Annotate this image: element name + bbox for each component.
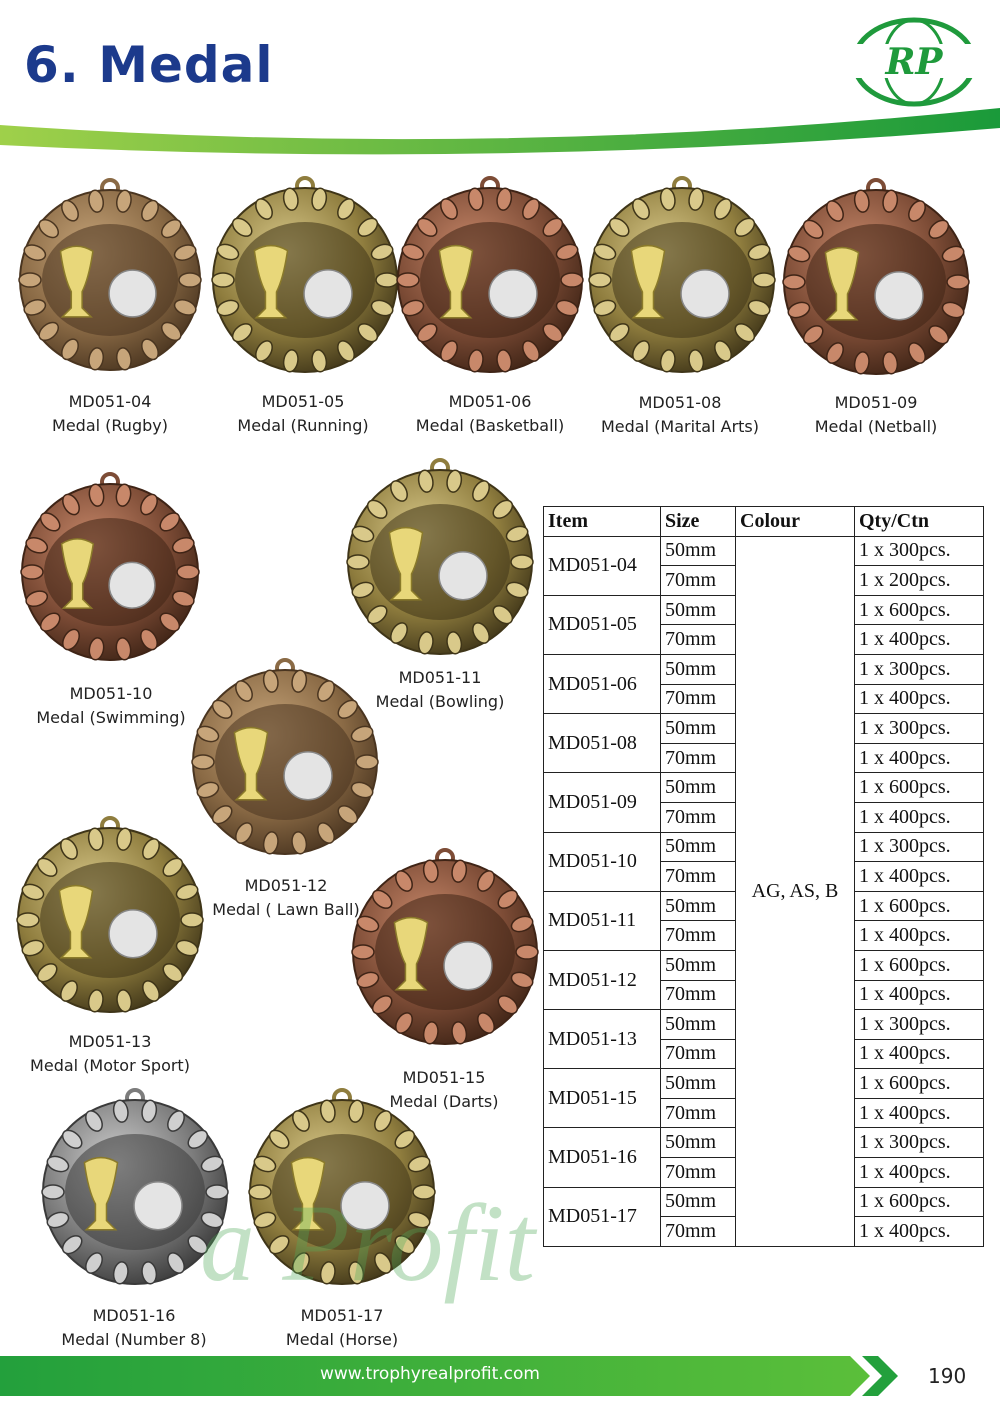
qty-cell: 1 x 300pcs.	[855, 1010, 984, 1040]
item-cell: MD051-05	[544, 595, 661, 654]
medal-name: Medal (Horse)	[285, 1330, 399, 1349]
qty-cell: 1 x 200pcs.	[855, 566, 984, 596]
medal-caption	[0, 1030, 220, 1078]
item-cell: MD051-11	[544, 891, 661, 950]
item-cell: MD051-10	[544, 832, 661, 891]
medal-code: MD051-13	[68, 1032, 152, 1051]
qty-cell: 1 x 400pcs.	[855, 743, 984, 773]
medal-name: Medal (Bowling)	[375, 692, 505, 711]
item-cell: MD051-08	[544, 714, 661, 773]
medal-code: MD051-10	[69, 684, 153, 703]
medal-caption	[232, 1304, 452, 1352]
size-cell: 70mm	[661, 862, 736, 892]
medal-caption	[176, 874, 396, 922]
spec-table	[543, 506, 984, 1247]
item-cell: MD051-17	[544, 1187, 661, 1246]
item-cell: MD051-15	[544, 1069, 661, 1128]
medal-name: Medal (Swimming)	[36, 708, 186, 727]
medal-caption	[380, 390, 600, 438]
logo-text: RP	[885, 41, 943, 83]
size-cell: 70mm	[661, 1039, 736, 1069]
size-cell: 50mm	[661, 1010, 736, 1040]
qty-cell: 1 x 600pcs.	[855, 595, 984, 625]
medal-caption	[1, 682, 221, 730]
medal-code: MD051-17	[300, 1306, 384, 1325]
medal-code: MD051-11	[398, 668, 482, 687]
medal-image	[336, 458, 544, 666]
qty-cell: 1 x 600pcs.	[855, 891, 984, 921]
size-cell: 70mm	[661, 1098, 736, 1128]
qty-cell: 1 x 600pcs.	[855, 1069, 984, 1099]
medal-name: Medal (Running)	[237, 416, 369, 435]
size-cell: 70mm	[661, 566, 736, 596]
medal-caption	[766, 391, 986, 439]
page-number: 190	[928, 1364, 967, 1388]
qty-cell: 1 x 400pcs.	[855, 684, 984, 714]
qty-cell: 1 x 400pcs.	[855, 862, 984, 892]
qty-cell: 1 x 400pcs.	[855, 1039, 984, 1069]
medal-caption	[334, 1066, 554, 1114]
medal-name: Medal (Basketball)	[415, 416, 565, 435]
size-cell: 50mm	[661, 832, 736, 862]
qty-cell: 1 x 300pcs.	[855, 536, 984, 566]
header-swoosh	[0, 100, 1000, 170]
size-cell: 50mm	[661, 714, 736, 744]
qty-cell: 1 x 300pcs.	[855, 714, 984, 744]
size-cell: 70mm	[661, 1217, 736, 1247]
medal-code: MD051-08	[638, 393, 722, 412]
size-cell: 70mm	[661, 980, 736, 1010]
qty-cell: 1 x 400pcs.	[855, 1098, 984, 1128]
item-cell: MD051-06	[544, 654, 661, 713]
qty-cell: 1 x 400pcs.	[855, 1217, 984, 1247]
colour-cell: AG, AS, B	[736, 536, 855, 1246]
page-title: 6. Medal	[24, 36, 274, 94]
medal-caption	[570, 391, 790, 439]
qty-cell: 1 x 300pcs.	[855, 654, 984, 684]
watermark: a Profit	[200, 1182, 536, 1304]
item-cell: MD051-04	[544, 536, 661, 595]
medal-name: Medal (Netball)	[814, 417, 938, 436]
medal-caption	[0, 390, 220, 438]
item-cell: MD051-16	[544, 1128, 661, 1187]
size-cell: 70mm	[661, 625, 736, 655]
medal-code: MD051-09	[834, 393, 918, 412]
medal-code: MD051-06	[448, 392, 532, 411]
medal-code: MD051-12	[244, 876, 328, 895]
qty-cell: 1 x 300pcs.	[855, 832, 984, 862]
qty-cell: 1 x 400pcs.	[855, 802, 984, 832]
medal-name: Medal (Rugby)	[52, 416, 168, 435]
medal-name: Medal (Number 8)	[61, 1330, 207, 1349]
size-cell: 50mm	[661, 773, 736, 803]
medal-name: Medal ( Lawn Ball)	[212, 900, 360, 919]
medal-code: MD051-15	[402, 1068, 486, 1087]
qty-cell: 1 x 600pcs.	[855, 950, 984, 980]
size-cell: 50mm	[661, 1187, 736, 1217]
medal-image	[386, 176, 594, 384]
medal-image	[10, 472, 210, 672]
qty-cell: 1 x 600pcs.	[855, 773, 984, 803]
medal-image	[31, 1088, 239, 1296]
size-cell: 70mm	[661, 1158, 736, 1188]
medal-name: Medal (Darts)	[389, 1092, 499, 1111]
medal-image	[772, 178, 980, 386]
medal-image	[201, 176, 409, 384]
size-cell: 50mm	[661, 1069, 736, 1099]
col-size-header: Size	[661, 507, 736, 537]
qty-cell: 1 x 300pcs.	[855, 1128, 984, 1158]
qty-cell: 1 x 400pcs.	[855, 921, 984, 951]
size-cell: 50mm	[661, 654, 736, 684]
size-cell: 70mm	[661, 921, 736, 951]
size-cell: 50mm	[661, 536, 736, 566]
footer-url[interactable]: www.trophyrealprofit.com	[320, 1364, 540, 1384]
table-row	[544, 536, 984, 566]
medal-image	[238, 1088, 446, 1296]
qty-cell: 1 x 400pcs.	[855, 980, 984, 1010]
medal-name: Medal (Marital Arts)	[601, 417, 759, 436]
qty-cell: 1 x 400pcs.	[855, 1158, 984, 1188]
medal-code: MD051-16	[92, 1306, 176, 1325]
size-cell: 70mm	[661, 684, 736, 714]
medal-caption	[330, 666, 550, 714]
col-colour-header: Colour	[736, 507, 855, 537]
medal-code: MD051-05	[261, 392, 345, 411]
rp-logo	[846, 14, 982, 110]
col-item-header: Item	[544, 507, 661, 537]
size-cell: 70mm	[661, 743, 736, 773]
size-cell: 50mm	[661, 1128, 736, 1158]
size-cell: 50mm	[661, 595, 736, 625]
size-cell: 70mm	[661, 802, 736, 832]
item-cell: MD051-09	[544, 773, 661, 832]
item-cell: MD051-13	[544, 1010, 661, 1069]
col-qty-header: Qty/Ctn	[855, 507, 984, 537]
qty-cell: 1 x 400pcs.	[855, 625, 984, 655]
medal-caption	[24, 1304, 244, 1352]
medal-image	[8, 178, 212, 382]
size-cell: 50mm	[661, 950, 736, 980]
item-cell: MD051-12	[544, 950, 661, 1009]
size-cell: 50mm	[661, 891, 736, 921]
qty-cell: 1 x 600pcs.	[855, 1187, 984, 1217]
medal-image	[578, 176, 786, 384]
medal-code: MD051-04	[68, 392, 152, 411]
medal-name: Medal (Motor Sport)	[30, 1056, 190, 1075]
